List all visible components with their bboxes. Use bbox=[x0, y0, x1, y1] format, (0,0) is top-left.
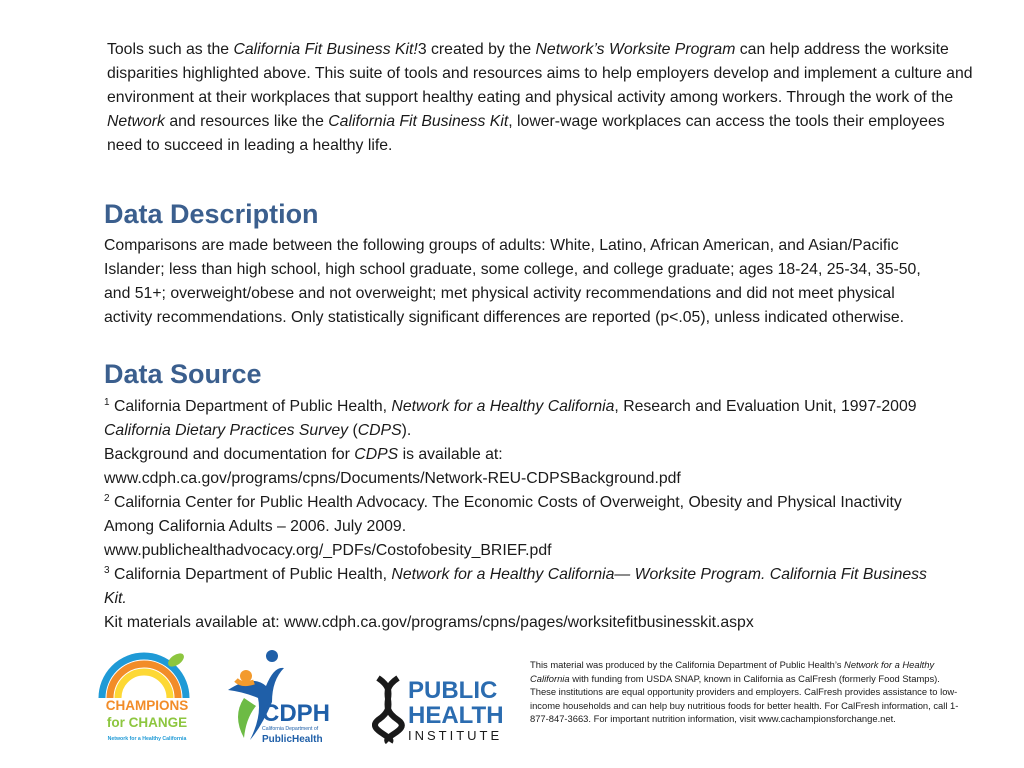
source-text: is available at: bbox=[398, 446, 503, 463]
cdph-logo bbox=[222, 646, 346, 746]
intro-italic: Network’s Worksite Program bbox=[535, 41, 736, 58]
logo-text-line2: for CHANGE bbox=[106, 715, 188, 730]
phi-line1: PUBLIC bbox=[408, 677, 498, 704]
intro-text: 3 created by the bbox=[417, 41, 536, 58]
logo-arc-yellow bbox=[118, 672, 170, 698]
phi-line3: INSTITUTE bbox=[408, 728, 503, 743]
champions-for-change-logo bbox=[92, 640, 202, 748]
figure-head-icon bbox=[266, 650, 278, 662]
source-text: ( bbox=[348, 422, 358, 439]
funding-disclaimer bbox=[530, 658, 960, 726]
dna-helix-icon bbox=[375, 678, 402, 742]
intro-text: Tools such as the bbox=[107, 41, 234, 58]
source-text: California Department of Public Health, bbox=[109, 398, 392, 415]
source-text: , Research and Evaluation Unit, 1997-2009 bbox=[614, 398, 917, 415]
footnote-marker: 2 bbox=[104, 493, 110, 504]
logo-tagline: Network for a Healthy California bbox=[107, 736, 187, 742]
intro-text: and resources like the bbox=[164, 113, 329, 130]
disclaimer-text: with funding from USDA SNAP, known in California as CalFresh (formerly Food Stamps). These institutions are equal opportunity providers and employers. CalFresh provides assistance to low-income households and can help buy nutritious foods for better health. For CalFresh information, call 1-877-847-3663. For important nutrition information, visit www.cachampionsforchange.net. bbox=[530, 672, 959, 725]
source-1-background bbox=[104, 443, 944, 467]
phi-line2: HEALTH bbox=[408, 702, 504, 729]
intro-italic: Network bbox=[107, 113, 165, 130]
cdph-name: PublicHealth bbox=[262, 734, 323, 745]
data-source-list bbox=[104, 395, 944, 635]
logo-text-line1: CHAMPIONS bbox=[105, 698, 189, 713]
intro-paragraph bbox=[107, 38, 977, 158]
intro-text: , lower-wage workplaces can access the tools their employees need to succeed in leading a healthy life. bbox=[107, 113, 945, 154]
intro-text: can help address the worksite disparities highlighted above. This suite of tools and resources aims to help employers develop and implement a culture and environment at their workplaces that support healthy eating and physical activity among workers. Through the work of the bbox=[107, 41, 973, 106]
data-source-heading: Data Source bbox=[104, 359, 262, 389]
source-1-url: www.cdph.ca.gov/programs/cpns/Documents/Network-REU-CDPSBackground.pdf bbox=[104, 470, 681, 487]
cdph-subtitle: California Department of bbox=[262, 726, 319, 732]
source-2 bbox=[104, 491, 944, 539]
source-italic: Network for a Healthy California— Worksite Program. California Fit Business Kit. bbox=[104, 566, 927, 607]
intro-italic: California Fit Business Kit bbox=[328, 113, 509, 130]
footnote-marker: 3 bbox=[104, 565, 110, 576]
source-1 bbox=[104, 395, 944, 443]
data-description-heading: Data Description bbox=[104, 199, 319, 229]
cdph-letters: CDPH bbox=[262, 700, 331, 727]
source-2-url: www.publichealthadvocacy.org/_PDFs/Costofobesity_BRIEF.pdf bbox=[104, 542, 552, 559]
disclaimer-text: This material was produced by the California Department of Public Health’s bbox=[530, 659, 845, 670]
source-italic: Network for a Healthy California bbox=[391, 398, 615, 415]
source-text: California Center for Public Health Advocacy. The Economic Costs of Overweight, Obesity and Physical Inactivity Among California Adults – 2006. July 2009. bbox=[104, 494, 902, 535]
footnote-marker: 1 bbox=[104, 397, 110, 408]
source-text: ). bbox=[401, 422, 412, 439]
source-italic: CDPS bbox=[357, 422, 402, 439]
data-description-body: Comparisons are made between the following groups of adults: White, Latino, African American, and Asian/Pacific Islander; less than high school, high school graduate, some college, and college graduate; ages 18-24, 25-34, 35-50, and 51+; overweight/obese and not overweight; met physical activity recommendations and did not meet physical activity recommendations. Only statistically significant differences are reported (p<.05), unless indicated otherwise. bbox=[104, 237, 921, 326]
source-3 bbox=[104, 563, 944, 611]
public-health-institute-logo bbox=[372, 674, 504, 744]
source-text: Background and documentation for bbox=[104, 446, 355, 463]
figure-leaf-icon bbox=[238, 698, 256, 738]
source-italic: CDPS bbox=[354, 446, 399, 463]
source-italic: California Dietary Practices Survey bbox=[104, 422, 349, 439]
source-3-url: Kit materials available at: www.cdph.ca.gov/programs/cpns/pages/worksitefitbusinesskit.aspx bbox=[104, 614, 754, 631]
source-text: California Department of Public Health, bbox=[109, 566, 392, 583]
intro-italic: California Fit Business Kit! bbox=[233, 41, 418, 58]
figure-head-icon bbox=[240, 670, 252, 682]
disclaimer-italic: Network for a Healthy California bbox=[530, 659, 935, 684]
